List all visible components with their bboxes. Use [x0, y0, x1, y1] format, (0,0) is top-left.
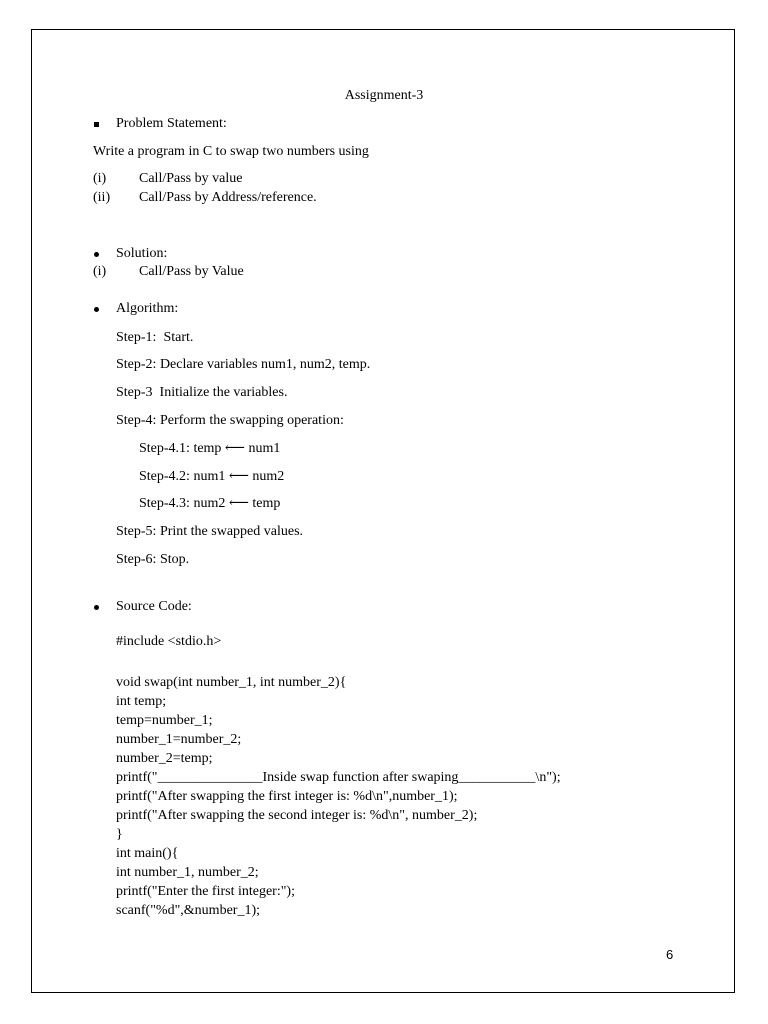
- algorithm-substep: Step-4.2: num1 ⟵ num2: [139, 469, 285, 484]
- code-line: number_2=temp;: [116, 751, 213, 766]
- problem-item-text: Call/Pass by value: [139, 171, 243, 186]
- code-line: scanf("%d",&number_1);: [116, 903, 260, 918]
- algorithm-step: Step-4: Perform the swapping operation:: [116, 413, 344, 428]
- page-title: Assignment-3: [344, 88, 424, 103]
- algorithm-step: Step-5: Print the swapped values.: [116, 524, 304, 539]
- algorithm-step: Step-2: Declare variables num1, num2, temp.: [116, 357, 371, 372]
- problem-item-num: (ii): [93, 190, 111, 205]
- dot-bullet-icon: [94, 307, 99, 312]
- code-line: void swap(int number_1, int number_2){: [116, 675, 347, 690]
- problem-item-num: (i): [93, 171, 107, 186]
- code-line: number_1=number_2;: [116, 732, 242, 747]
- code-include: #include <stdio.h>: [116, 634, 222, 649]
- square-bullet-icon: [94, 122, 99, 127]
- algorithm-step: Step-3 Initialize the variables.: [116, 385, 288, 400]
- code-line: temp=number_1;: [116, 713, 213, 728]
- algorithm-step: Step-1: Start.: [116, 330, 194, 345]
- page-number: 6: [666, 947, 674, 962]
- code-line: }: [116, 827, 123, 842]
- code-line: printf("After swapping the second integer is: %d\n", number_2);: [116, 808, 478, 823]
- code-line: printf("Enter the first integer:");: [116, 884, 295, 899]
- problem-statement: Write a program in C to swap two numbers using: [93, 144, 369, 159]
- algorithm-step: Step-6: Stop.: [116, 552, 190, 567]
- source-heading: Source Code:: [116, 599, 192, 614]
- algorithm-substep: Step-4.3: num2 ⟵ temp: [139, 496, 281, 511]
- solution-item-num: (i): [93, 264, 107, 279]
- problem-item-text: Call/Pass by Address/reference.: [139, 190, 317, 205]
- code-line: int number_1, number_2;: [116, 865, 259, 880]
- code-line: int main(){: [116, 846, 179, 861]
- algorithm-substep: Step-4.1: temp ⟵ num1: [139, 441, 281, 456]
- dot-bullet-icon: [94, 605, 99, 610]
- dot-bullet-icon: [94, 252, 99, 257]
- algorithm-heading: Algorithm:: [116, 301, 179, 316]
- code-line: printf("_______________Inside swap function after swaping___________\n");: [116, 770, 561, 785]
- solution-item-text: Call/Pass by Value: [139, 264, 244, 279]
- solution-heading: Solution:: [116, 246, 168, 261]
- code-line: int temp;: [116, 694, 167, 709]
- code-line: printf("After swapping the first integer is: %d\n",number_1);: [116, 789, 458, 804]
- problem-heading: Problem Statement:: [116, 116, 227, 131]
